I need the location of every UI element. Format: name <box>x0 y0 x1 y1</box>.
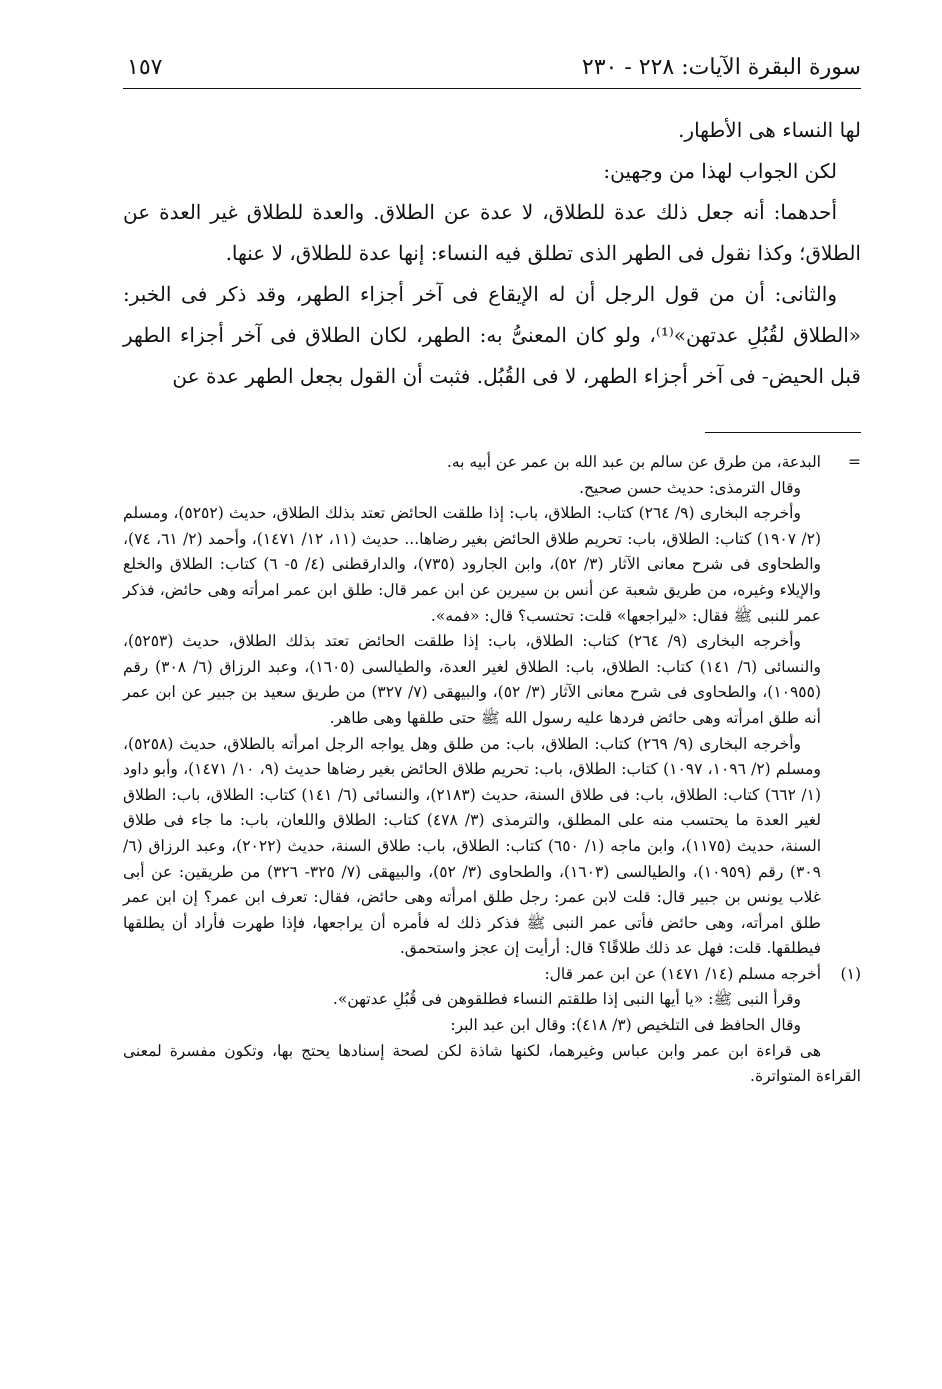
footnote-1 <box>123 962 861 1039</box>
header-rule <box>123 88 861 89</box>
main-paragraph: أحدهما: أنه جعل ذلك عدة للطلاق، لا عدة عن الطلاق. والعدة للطلاق غير العدة عن الطلاق؛ وكذا نقول فى الطهر الذى تطلق فيه النساء: إنها عدة للطلاق، لا عنها. <box>123 200 861 265</box>
footnote-paragraph: وأخرجه البخارى (٩/ ٢٦٩) كتاب: الطلاق، باب: من طلق وهل يواجه الرجل امرأته بالطلاق، حديث (٥٢٥٨)، ومسلم (٢/ ١٠٩٦، ١٠٩٧) كتاب: الطلاق، باب: تحريم طلاق الحائض بغير رضاها حديث (٩، ١٠/ ١٤٧١)، وأبو داود (١/ ٦٦٢) كتاب: الطلاق، باب: فى طلاق السنة، حديث (٢١٨٣)، والنسائى (٦/ ١٤١) كتاب: الطلاق، باب: الطلاق لغير العدة ما يحتسب منه على المطلق، والترمذى (٣/ ٤٧٨) كتاب: الطلاق واللعان، باب: ما جاء فى طلاق السنة، حديث (١١٧٥)، وابن ماجه (١/ ٦٥٠) كتاب: الطلاق، باب: طلاق السنة، حديث (٢٠٢٢)، وعبد الرزاق (٦/ ٣٠٩) رقم (١٠٩٥٩)، والطيالسى (١٦٠٣)، والطحاوى (٣/ ٥٢)، والبيهقى (٧/ ٣٢٥- ٣٢٦) من طريقين: عن أبى غلاب يونس بن جبير قال: قلت لابن عمر: رجل طلق امرأته وهى حائض، فقال: تعرف ابن عمر؟ إن ابن عمر طلق امرأته، وهى حائض فأتى عمر النبى ﷺ فذكر ذلك له فأمره أن يراجعها، فإذا طهرت فأراد أن يطلقها فيطلقها. قلت: فهل عد ذلك طلاقًا؟ قال: أرأيت إن عجز واستحمق. <box>123 734 822 958</box>
continuation-mark: = <box>848 453 861 471</box>
page-number: ١٥٧ <box>127 55 163 80</box>
footnote-body <box>123 450 821 962</box>
footnote-separator <box>705 432 861 433</box>
main-paragraph: والثانى: أن من قول الرجل أن له الإيقاع فى آخر أجزاء الطهر، وقد ذكر فى الخبر: «الطلاق لقُبُلِ عدتهن»⁽¹⁾، ولو كان المعنىُّ به: الطهر، لكان الطلاق فى آخر أجزاء الطهر قبل الحيض- فى آخر أجزاء الطهر، لا فى القُبُل. فثبت أن القول بجعل الطهر عدة عن <box>123 282 861 388</box>
footnote-body <box>123 962 821 1039</box>
main-paragraph: لها النساء هى الأطهار. <box>678 118 861 142</box>
footnote-paragraph: وأخرجه البخارى (٩/ ٢٦٤) كتاب: الطلاق، باب: إذا طلقت الحائض تعتد بذلك الطلاق، حديث (٥٢٥٣)، والنسائى (٦/ ١٤١) كتاب: الطلاق، باب: الطلاق لغير العدة، والطيالسى (١٦٠٥)، وعبد الرزاق (٦/ ٣٠٨) رقم (١٠٩٥٥)، والطحاوى فى شرح معانى الآثار (٣/ ٥٢)، والبيهقى (٧/ ٣٢٧) من طريق سعيد بن جبير عن ابن عمر أنه طلق امرأته وهى حائض فردها عليه رسول الله ﷺ حتى طلقها وهى طاهر. <box>123 632 822 727</box>
footnotes <box>123 450 861 1090</box>
footnote-paragraph: وقال الترمذى: حديث حسن صحيح. <box>579 478 801 497</box>
main-paragraph: لكن الجواب لهذا من وجهين: <box>603 159 837 183</box>
footnote-paragraph: البدعة، من طرق عن سالم بن عبد الله بن عمر عن أبيه به. <box>446 453 821 471</box>
footnote-paragraph: وقرأ النبى ﷺ: «يا أيها النبى إذا طلقتم النساء فطلقوهن فى قُبُلِ عدتهن». <box>332 990 801 1009</box>
footnote-paragraph: وأخرجه البخارى (٩/ ٢٦٤) كتاب: الطلاق، باب: إذا طلقت الحائض تعتد بذلك الطلاق، حديث (٥٢٥٢)، ومسلم (٢/ ١٩٠٧) كتاب: الطلاق، باب: تحريم طلاق الحائض بغير رضاها... حديث (١١، ١٢/ ١٤٧١)، وأحمد (٢/ ٦١، ٧٤)، والطحاوى فى شرح معانى الآثار (٣/ ٥٢)، وابن الجارود (٧٣٥)، والدارقطنى (٤/ ٥- ٦) كتاب: الطلاق والخلع والإيلاء وغيره، من طريق شعبة عن أنس بن سيرين عن ابن عمر قال: طلق ابن عمر امرأته وهى حائض، فذكر عمر للنبى ﷺ فقال: «ليراجعها» قلت: تحتسب؟ قال: «فمه». <box>123 504 822 625</box>
footnote-paragraph: هى قراءة ابن عمر وابن عباس وغيرهما، لكنها شاذة لكن لصحة إسنادها يحتج بها، وتكون مفسرة لمعنى القراءة المتواترة. <box>123 1041 861 1086</box>
footnote-paragraph: أخرجه مسلم (١٤/ ١٤٧١) عن ابن عمر قال: <box>544 964 821 983</box>
running-header <box>123 50 861 86</box>
main-text <box>123 110 861 397</box>
footnote-continuation <box>123 450 861 962</box>
footnote-1-mark: (١) <box>840 964 861 983</box>
footnote-paragraph: وقال الحافظ فى التلخيص (٣/ ٤١٨): وقال ابن عبد البر: <box>450 1016 801 1035</box>
running-title: سورة البقرة الآيات: ٢٢٨ - ٢٣٠ <box>581 55 861 80</box>
